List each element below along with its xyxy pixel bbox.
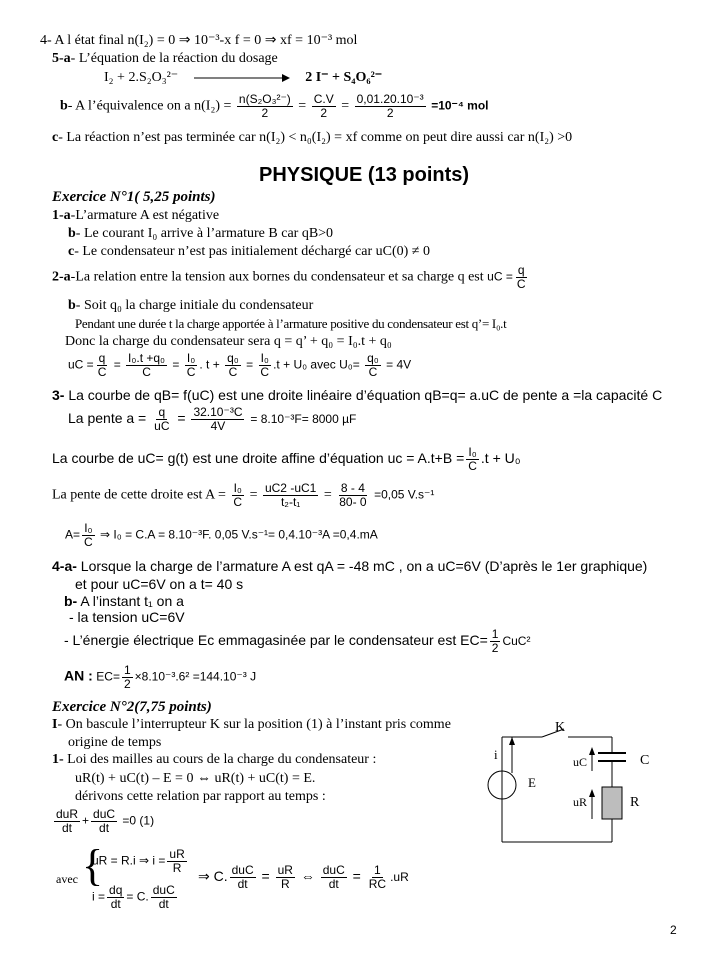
line-4b: b- A l’instant t₁ on a [64, 593, 184, 609]
line-3: 3- La courbe de qB= f(uC) est une droite linéaire d’équation qB=q= a.uC de pente a =la capacité C [52, 387, 663, 403]
uc-arrow [589, 747, 595, 755]
line-4a: 4-a- Lorsque la charge de l’armature A est qA = -48 mC , on a uC=6V (D’après le 1er graphique) [52, 558, 648, 574]
slope-A: La pente de cette droite est A = $\frac{\text{I₀}}{C}$ = $\frac{uC2 -uC1}{\text{t₂-t₁}}$ = $\frac{8 - 4}{80- 0}$ =0,05 V.s⁻¹ [52, 481, 435, 509]
line-charge-duration: Pendant une durée t la charge apportée à l’armature positive du condensateur est q’= I₀.t [75, 316, 507, 331]
fraction: $\frac{\text{0,01.20.10⁻³}}{2}$ [356, 92, 424, 120]
label-R: R [630, 795, 640, 810]
label-C: C [640, 753, 650, 768]
line-4: 4- A l état final n(I₂) = 0 ⇒ 10⁻³-x f = 0 ⇒ xf = 10⁻³ mol [40, 33, 358, 48]
energy-line: - L’énergie électrique Ec emmagasinée par le condensateur est EC= $\frac{1}{2}$ CuC² [64, 627, 531, 655]
reaction-equation [104, 70, 382, 86]
uc-expression: uC = $\frac{q}{C}$ = $\frac{\text{I₀.t +q₀}}{C}$ = $\frac{\text{I₀}}{C}$ . t + $\frac{\text{q₀}}{C}$ = $\frac{\text{I₀}}{C}$ .t + U₀ avec U₀= $\frac{\text{q₀}}{C}$ = 4V [68, 351, 412, 379]
current-I0: A= $\frac{\text{I₀}}{C}$ ⇒ I₀ = C.A = 8.10⁻³F. 0,05 V.s⁻¹= 0,4.10⁻³A =0,4.mA [65, 521, 378, 549]
current-arrow [509, 737, 515, 745]
page-number: 2 [670, 923, 677, 937]
uc-linear-equation: La courbe de uC= g(t) est une droite affine d’équation uc = A.t+B = $\frac{\text{I₀}}{C}$ .t + U₀ [52, 445, 521, 473]
label-E: E [528, 775, 536, 790]
line-4b-tension: - la tension uC=6V [69, 609, 185, 625]
line-4a-t: et pour uC=6V on a t= 40 s [75, 576, 244, 592]
mesh-equation: uR(t) + uC(t) – E = 0 ⇔ uR(t) + uC(t) = E. [75, 771, 316, 786]
section-title: PHYSIQUE (13 points) [259, 164, 470, 186]
reaction-lhs: I₂ + 2.S₂O₃²⁻ [104, 70, 179, 85]
line-I: I- On bascule l’interrupteur K sur la position (1) à l’instant pris comme [52, 717, 451, 732]
line-1-mesh-law: 1- Loi des mailles au cours de la charge du condensateur : [52, 752, 377, 767]
reaction-rhs: 2 I⁻ + S₄O₆²⁻ [305, 70, 383, 85]
line-I-cont: origine de temps [68, 735, 162, 750]
system-result: ⇒ C. $\frac{\text{duC}}{dt}$ = $\frac{uR}{R}$ ⇔ $\frac{\text{duC}}{dt}$ = $\frac{1}{RC}$ .uR [198, 863, 409, 891]
line-5c: c- La réaction n’est pas terminée car n(I₂) < n₀(I₂) = xf comme on peut dire aussi car n(I₂) >0 [52, 130, 573, 145]
line-1b: b- Le courant I₀ arrive à l’armature B car qB>0 [68, 226, 334, 241]
fraction: $\frac{\text{n(S₂O₃²⁻)}}{2}$ [238, 92, 291, 120]
line-1c: c- Le condensateur n’est pas initialement déchargé car uC(0) ≠ 0 [68, 244, 430, 259]
avec-label: avec [56, 872, 78, 886]
fraction: $\frac{q}{C}$ [516, 263, 526, 291]
exercise-1-heading: Exercice N°1( 5,25 points) [52, 189, 216, 205]
label-uR: uR [573, 795, 588, 809]
line-5b: b- A l’équivalence on a n(I₂) = $\frac{\text{n(S₂O₃²⁻)}}{2}$ = $\frac{C.V}{2}$ = $\frac{\text{0,01.20.10⁻³}}{2}$ =10⁻⁴ mol [60, 92, 489, 120]
circuit-diagram [480, 715, 680, 850]
line-1a: 1-a-L’armature A est négative [52, 208, 220, 223]
reaction-arrow [192, 73, 292, 83]
line-5a: 5-a- L’équation de la réaction du dosage [52, 51, 278, 66]
energy-numeric: AN : EC= $\frac{1}{2}$ ×8.10⁻³.6² =144.10⁻³ J [64, 663, 257, 691]
exercise-2-heading: Exercice N°2(7,75 points) [52, 699, 212, 715]
derive-line: dérivons cette relation par rapport au temps : [75, 789, 326, 804]
fraction: $\frac{C.V}{2}$ [313, 92, 334, 120]
slope-a: La pente a = $\frac{q}{uC}$ = $\frac{\text{32.10⁻³C}}{4V}$ = 8.10⁻³F= 8000 µF [68, 405, 357, 433]
resistor [602, 787, 622, 819]
line-2b: b- Soit q₀ la charge initiale du condensateur [68, 298, 314, 313]
ur-arrow [589, 789, 595, 797]
brace: { [82, 841, 104, 890]
system-row-1: uR = R.i ⇒ i = $\frac{uR}{R}$ [92, 847, 185, 875]
derivative-equation: $\frac{\text{duR}}{dt}$ + $\frac{\text{duC}}{dt}$ =0 (1) [56, 807, 155, 835]
label-i: i [494, 747, 498, 762]
system-row-2: i = $\frac{dq}{dt}$ = C. $\frac{\text{duC}}{dt}$ [92, 883, 175, 911]
label-uC: uC [573, 755, 588, 769]
line-2a: 2-a-La relation entre la tension aux bornes du condensateur et sa charge q est uC = $\frac{q}{C}$ [52, 263, 526, 291]
line-total-charge: Donc la charge du condensateur sera q = q’ + q₀ = I₀.t + q₀ [65, 334, 392, 349]
label-K: K [555, 720, 566, 735]
